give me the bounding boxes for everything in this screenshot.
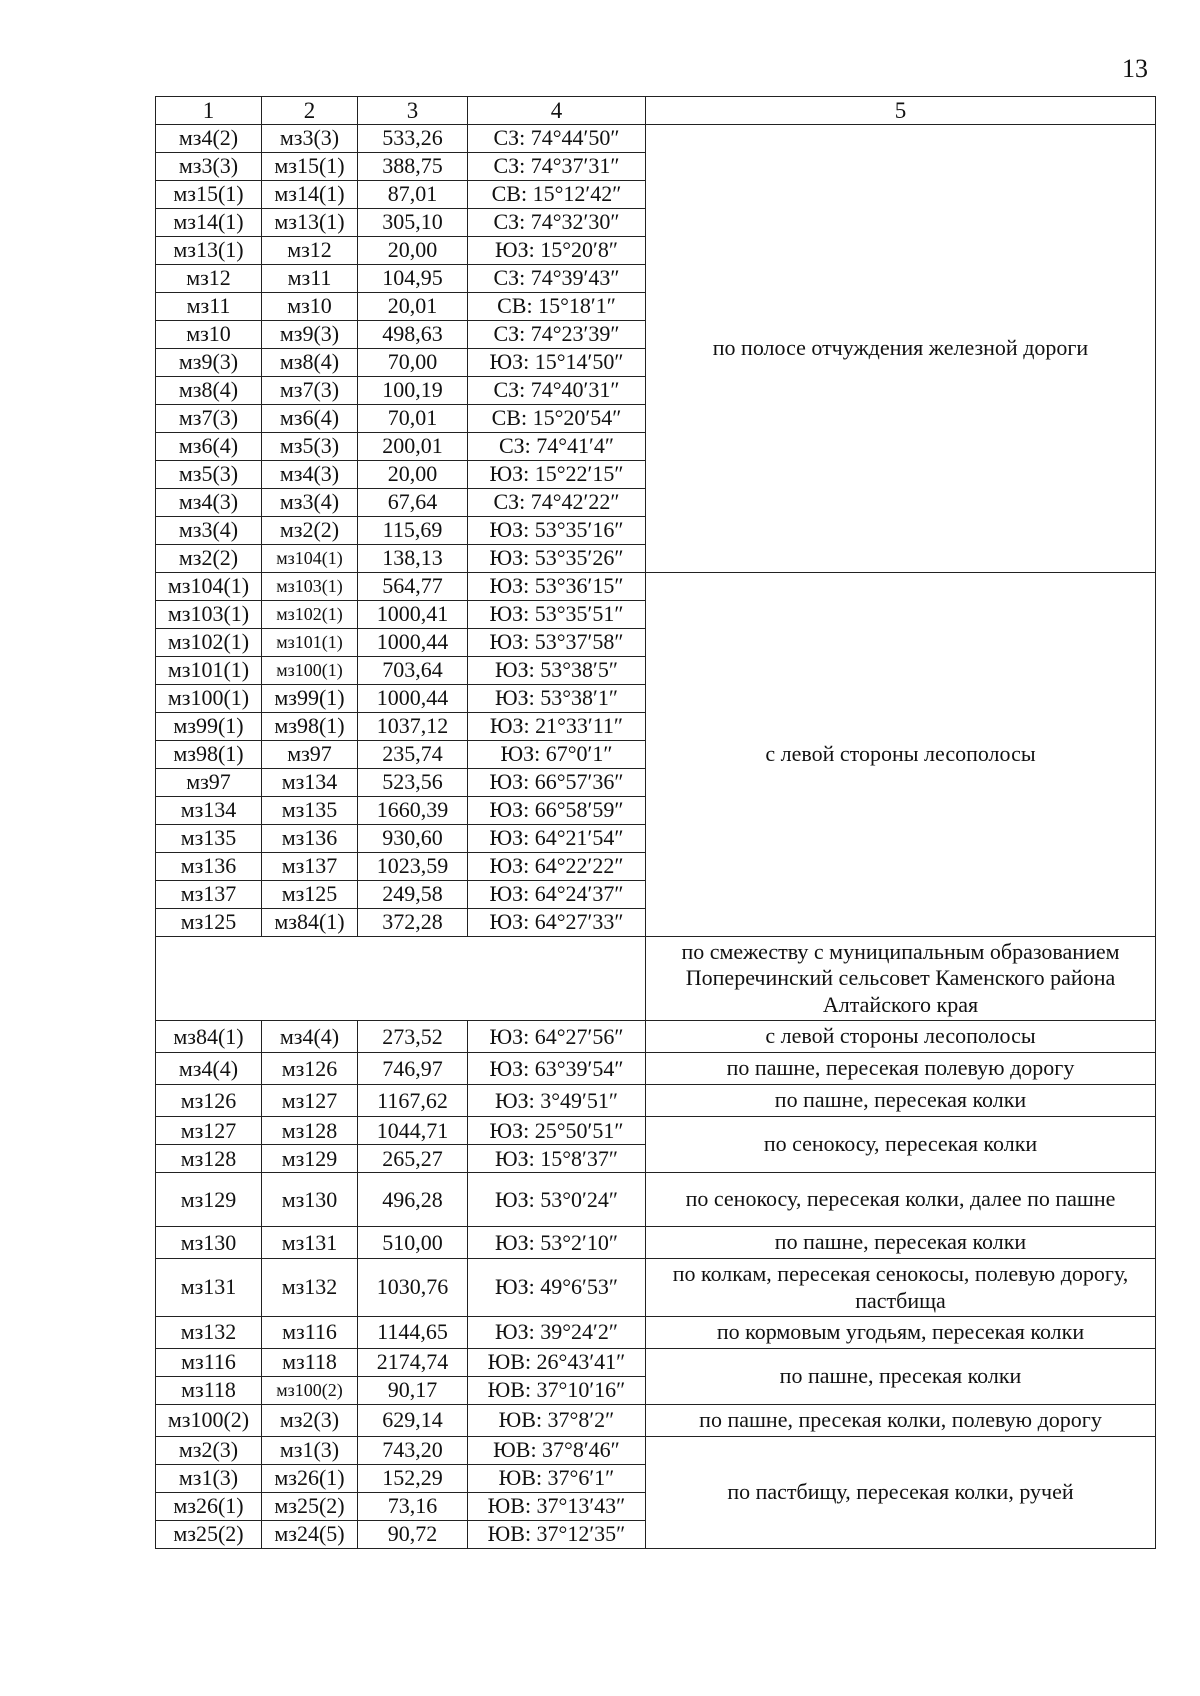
point-to-cell: мз4(4) [262, 1021, 358, 1053]
point-from-cell: мз5(3) [156, 461, 262, 489]
point-to-cell: мз99(1) [262, 685, 358, 713]
point-from-cell: мз103(1) [156, 601, 262, 629]
table-row [156, 1085, 1156, 1117]
point-to-cell: мз13(1) [262, 209, 358, 237]
point-to-cell: мз100(1) [262, 657, 358, 685]
bearing-cell: СЗ: 74°23′39″ [468, 321, 646, 349]
bearing-cell: СЗ: 74°42′22″ [468, 489, 646, 517]
bearing-cell: СЗ: 74°44′50″ [468, 125, 646, 153]
point-from-cell: мз135 [156, 825, 262, 853]
point-from-cell: мз116 [156, 1348, 262, 1376]
length-cell: 90,17 [358, 1376, 468, 1404]
point-to-cell: мз3(3) [262, 125, 358, 153]
point-to-cell: мз14(1) [262, 181, 358, 209]
bearing-cell: ЮВ: 37°8′46″ [468, 1436, 646, 1464]
bearing-cell: ЮЗ: 53°38′5″ [468, 657, 646, 685]
point-to-cell: мз15(1) [262, 153, 358, 181]
bearing-cell: СВ: 15°12′42″ [468, 181, 646, 209]
point-from-cell: мз1(3) [156, 1464, 262, 1492]
point-from-cell: мз98(1) [156, 741, 262, 769]
bearing-cell: ЮЗ: 53°35′16″ [468, 517, 646, 545]
length-cell: 1044,71 [358, 1117, 468, 1145]
point-from-cell: мз99(1) [156, 713, 262, 741]
point-from-cell: мз129 [156, 1173, 262, 1227]
bearing-cell: ЮЗ: 53°2′10″ [468, 1227, 646, 1259]
length-cell: 703,64 [358, 657, 468, 685]
length-cell: 1660,39 [358, 797, 468, 825]
point-to-cell: мз131 [262, 1227, 358, 1259]
length-cell: 90,72 [358, 1520, 468, 1548]
bearing-cell: ЮЗ: 64°22′22″ [468, 853, 646, 881]
length-cell: 87,01 [358, 181, 468, 209]
length-cell: 70,00 [358, 349, 468, 377]
point-from-cell: мз26(1) [156, 1492, 262, 1520]
point-to-cell: мз11 [262, 265, 358, 293]
point-from-cell: мз97 [156, 769, 262, 797]
bearing-cell: ЮЗ: 66°57′36″ [468, 769, 646, 797]
length-cell: 523,56 [358, 769, 468, 797]
point-to-cell: мз125 [262, 881, 358, 909]
length-cell: 20,00 [358, 237, 468, 265]
point-from-cell: мз126 [156, 1085, 262, 1117]
point-from-cell: мз137 [156, 881, 262, 909]
bearing-cell: ЮЗ: 67°0′1″ [468, 741, 646, 769]
point-from-cell: мз4(2) [156, 125, 262, 153]
point-to-cell: мз9(3) [262, 321, 358, 349]
bearing-cell: ЮЗ: 39°24′2″ [468, 1316, 646, 1348]
length-cell: 1030,76 [358, 1259, 468, 1317]
boundary-description: по сенокосу, пересекая колки, далее по пашне [646, 1173, 1156, 1227]
point-from-cell: мз132 [156, 1316, 262, 1348]
boundary-table [155, 96, 1156, 1549]
length-cell: 200,01 [358, 433, 468, 461]
point-to-cell: мз1(3) [262, 1436, 358, 1464]
bearing-cell: СЗ: 74°39′43″ [468, 265, 646, 293]
length-cell: 273,52 [358, 1021, 468, 1053]
bearing-cell: ЮЗ: 15°14′50″ [468, 349, 646, 377]
length-cell: 73,16 [358, 1492, 468, 1520]
length-cell: 930,60 [358, 825, 468, 853]
bearing-cell: ЮВ: 37°8′2″ [468, 1404, 646, 1436]
table-row [156, 1436, 1156, 1464]
column-header: 4 [468, 97, 646, 125]
page-number: 13 [1122, 54, 1148, 83]
point-from-cell: мз4(3) [156, 489, 262, 517]
column-header: 5 [646, 97, 1156, 125]
length-cell: 746,97 [358, 1053, 468, 1085]
length-cell: 265,27 [358, 1145, 468, 1173]
bearing-cell: СЗ: 74°41′4″ [468, 433, 646, 461]
table-row [156, 937, 1156, 1021]
length-cell: 1023,59 [358, 853, 468, 881]
length-cell: 20,01 [358, 293, 468, 321]
point-to-cell: мз97 [262, 741, 358, 769]
bearing-cell: ЮЗ: 53°37′58″ [468, 629, 646, 657]
bearing-cell: ЮЗ: 64°27′33″ [468, 909, 646, 937]
bearing-cell: СЗ: 74°40′31″ [468, 377, 646, 405]
point-from-cell: мз11 [156, 293, 262, 321]
boundary-description: по колкам, пересекая сенокосы, полевую дорогу, пастбища [646, 1259, 1156, 1317]
point-to-cell: мз8(4) [262, 349, 358, 377]
point-to-cell: мз127 [262, 1085, 358, 1117]
length-cell: 138,13 [358, 545, 468, 573]
bearing-cell: ЮЗ: 53°38′1″ [468, 685, 646, 713]
table-row [156, 1348, 1156, 1376]
point-from-cell: мз3(3) [156, 153, 262, 181]
point-to-cell: мз24(5) [262, 1520, 358, 1548]
point-from-cell: мз128 [156, 1145, 262, 1173]
bearing-cell: ЮВ: 37°13′43″ [468, 1492, 646, 1520]
length-cell: 70,01 [358, 405, 468, 433]
length-cell: 1000,44 [358, 685, 468, 713]
boundary-description: с левой стороны лесополосы [646, 1021, 1156, 1053]
length-cell: 388,75 [358, 153, 468, 181]
bearing-cell: ЮВ: 37°10′16″ [468, 1376, 646, 1404]
point-to-cell: мз7(3) [262, 377, 358, 405]
length-cell: 1167,62 [358, 1085, 468, 1117]
point-from-cell: мз25(2) [156, 1520, 262, 1548]
boundary-description: по пашне, пресекая колки, полевую дорогу [646, 1404, 1156, 1436]
point-from-cell: мз2(2) [156, 545, 262, 573]
boundary-description: с левой стороны лесополосы [646, 573, 1156, 937]
length-cell: 1000,41 [358, 601, 468, 629]
length-cell: 235,74 [358, 741, 468, 769]
point-to-cell: мз134 [262, 769, 358, 797]
point-from-cell: мз15(1) [156, 181, 262, 209]
length-cell: 249,58 [358, 881, 468, 909]
length-cell: 104,95 [358, 265, 468, 293]
point-from-cell: мз101(1) [156, 657, 262, 685]
point-to-cell: мз130 [262, 1173, 358, 1227]
point-to-cell: мз128 [262, 1117, 358, 1145]
point-from-cell: мз10 [156, 321, 262, 349]
bearing-cell: ЮЗ: 25°50′51″ [468, 1117, 646, 1145]
table-row [156, 1053, 1156, 1085]
boundary-description: по полосе отчуждения железной дороги [646, 125, 1156, 573]
length-cell: 1000,44 [358, 629, 468, 657]
point-from-cell: мз13(1) [156, 237, 262, 265]
length-cell: 20,00 [358, 461, 468, 489]
column-header: 2 [262, 97, 358, 125]
bearing-cell: ЮЗ: 53°35′26″ [468, 545, 646, 573]
bearing-cell: ЮЗ: 21°33′11″ [468, 713, 646, 741]
point-to-cell: мз132 [262, 1259, 358, 1317]
bearing-cell: ЮЗ: 53°0′24″ [468, 1173, 646, 1227]
point-to-cell: мз116 [262, 1316, 358, 1348]
table-row [156, 573, 1156, 601]
column-header: 3 [358, 97, 468, 125]
empty-merged-cell [156, 937, 646, 1021]
point-to-cell: мз2(2) [262, 517, 358, 545]
point-from-cell: мз102(1) [156, 629, 262, 657]
length-cell: 496,28 [358, 1173, 468, 1227]
point-to-cell: мз3(4) [262, 489, 358, 517]
point-to-cell: мз118 [262, 1348, 358, 1376]
point-from-cell: мз4(4) [156, 1053, 262, 1085]
length-cell: 564,77 [358, 573, 468, 601]
bearing-cell: ЮЗ: 49°6′53″ [468, 1259, 646, 1317]
boundary-description: по кормовым угодьям, пересекая колки [646, 1316, 1156, 1348]
table-row [156, 1173, 1156, 1227]
point-to-cell: мз98(1) [262, 713, 358, 741]
point-to-cell: мз129 [262, 1145, 358, 1173]
bearing-cell: ЮВ: 37°6′1″ [468, 1464, 646, 1492]
bearing-cell: ЮЗ: 63°39′54″ [468, 1053, 646, 1085]
bearing-cell: ЮЗ: 64°27′56″ [468, 1021, 646, 1053]
length-cell: 67,64 [358, 489, 468, 517]
table-row [156, 1404, 1156, 1436]
bearing-cell: ЮЗ: 64°24′37″ [468, 881, 646, 909]
bearing-cell: ЮЗ: 15°8′37″ [468, 1145, 646, 1173]
point-from-cell: мз100(2) [156, 1404, 262, 1436]
column-header: 1 [156, 97, 262, 125]
point-from-cell: мз104(1) [156, 573, 262, 601]
length-cell: 372,28 [358, 909, 468, 937]
length-cell: 100,19 [358, 377, 468, 405]
point-from-cell: мз14(1) [156, 209, 262, 237]
point-to-cell: мз101(1) [262, 629, 358, 657]
point-to-cell: мз10 [262, 293, 358, 321]
point-from-cell: мз2(3) [156, 1436, 262, 1464]
length-cell: 152,29 [358, 1464, 468, 1492]
point-from-cell: мз84(1) [156, 1021, 262, 1053]
boundary-description: по пашне, пересекая колки [646, 1085, 1156, 1117]
point-to-cell: мз137 [262, 853, 358, 881]
point-from-cell: мз131 [156, 1259, 262, 1317]
table-row [156, 1227, 1156, 1259]
boundary-description: по пашне, пересекая колки [646, 1227, 1156, 1259]
point-from-cell: мз7(3) [156, 405, 262, 433]
point-to-cell: мз84(1) [262, 909, 358, 937]
point-to-cell: мз5(3) [262, 433, 358, 461]
bearing-cell: ЮЗ: 64°21′54″ [468, 825, 646, 853]
point-from-cell: мз127 [156, 1117, 262, 1145]
length-cell: 743,20 [358, 1436, 468, 1464]
point-from-cell: мз130 [156, 1227, 262, 1259]
table-row [156, 1259, 1156, 1317]
point-to-cell: мз25(2) [262, 1492, 358, 1520]
table-row [156, 125, 1156, 153]
length-cell: 533,26 [358, 125, 468, 153]
point-from-cell: мз8(4) [156, 377, 262, 405]
bearing-cell: СЗ: 74°32′30″ [468, 209, 646, 237]
bearing-cell: ЮВ: 37°12′35″ [468, 1520, 646, 1548]
length-cell: 510,00 [358, 1227, 468, 1259]
point-from-cell: мз12 [156, 265, 262, 293]
point-from-cell: мз125 [156, 909, 262, 937]
point-from-cell: мз3(4) [156, 517, 262, 545]
table-row [156, 1117, 1156, 1145]
length-cell: 115,69 [358, 517, 468, 545]
point-to-cell: мз4(3) [262, 461, 358, 489]
length-cell: 1144,65 [358, 1316, 468, 1348]
point-from-cell: мз136 [156, 853, 262, 881]
bearing-cell: ЮЗ: 53°36′15″ [468, 573, 646, 601]
point-to-cell: мз2(3) [262, 1404, 358, 1436]
point-from-cell: мз9(3) [156, 349, 262, 377]
bearing-cell: ЮЗ: 53°35′51″ [468, 601, 646, 629]
bearing-cell: ЮВ: 26°43′41″ [468, 1348, 646, 1376]
point-to-cell: мз136 [262, 825, 358, 853]
bearing-cell: ЮЗ: 15°20′8″ [468, 237, 646, 265]
point-to-cell: мз103(1) [262, 573, 358, 601]
table-row [156, 1316, 1156, 1348]
boundary-description: по смежеству с муниципальным образованием Поперечинский сельсовет Каменского района Алтайского края [646, 937, 1156, 1021]
length-cell: 498,63 [358, 321, 468, 349]
bearing-cell: ЮЗ: 15°22′15″ [468, 461, 646, 489]
point-to-cell: мз6(4) [262, 405, 358, 433]
bearing-cell: ЮЗ: 66°58′59″ [468, 797, 646, 825]
point-to-cell: мз102(1) [262, 601, 358, 629]
table-row [156, 1021, 1156, 1053]
length-cell: 2174,74 [358, 1348, 468, 1376]
boundary-description: по пашне, пересекая полевую дорогу [646, 1053, 1156, 1085]
point-to-cell: мз12 [262, 237, 358, 265]
boundary-description: по сенокосу, пересекая колки [646, 1117, 1156, 1173]
length-cell: 1037,12 [358, 713, 468, 741]
point-to-cell: мз135 [262, 797, 358, 825]
point-from-cell: мз134 [156, 797, 262, 825]
point-from-cell: мз6(4) [156, 433, 262, 461]
length-cell: 629,14 [358, 1404, 468, 1436]
bearing-cell: СВ: 15°18′1″ [468, 293, 646, 321]
table-body [156, 97, 1156, 1549]
boundary-description: по пашне, пресекая колки [646, 1348, 1156, 1404]
point-from-cell: мз118 [156, 1376, 262, 1404]
point-to-cell: мз104(1) [262, 545, 358, 573]
length-cell: 305,10 [358, 209, 468, 237]
bearing-cell: СЗ: 74°37′31″ [468, 153, 646, 181]
boundary-description: по пастбищу, пересекая колки, ручей [646, 1436, 1156, 1548]
point-to-cell: мз100(2) [262, 1376, 358, 1404]
point-to-cell: мз26(1) [262, 1464, 358, 1492]
table-header-row [156, 97, 1156, 125]
point-to-cell: мз126 [262, 1053, 358, 1085]
bearing-cell: СВ: 15°20′54″ [468, 405, 646, 433]
point-from-cell: мз100(1) [156, 685, 262, 713]
bearing-cell: ЮЗ: 3°49′51″ [468, 1085, 646, 1117]
